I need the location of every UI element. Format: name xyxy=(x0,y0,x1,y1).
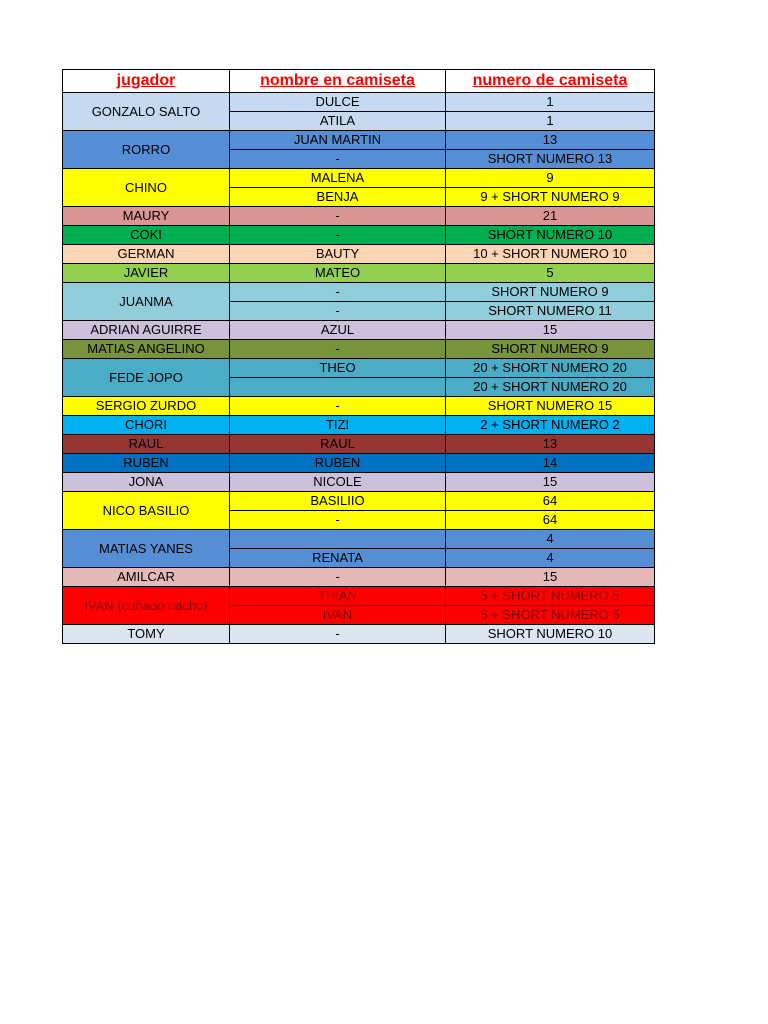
shirt-name-cell[interactable]: MATEO xyxy=(230,264,446,283)
shirt-name-cell[interactable] xyxy=(230,378,446,397)
player-cell[interactable]: FEDE JOPO xyxy=(63,359,230,397)
table-row xyxy=(63,359,655,378)
shirt-number-cell[interactable]: 5 + SHORT NUMERO 5 xyxy=(446,587,655,606)
player-cell[interactable]: COKI xyxy=(63,226,230,245)
table-row xyxy=(63,283,655,302)
header-jugador[interactable]: jugador xyxy=(63,70,230,93)
player-cell[interactable]: GONZALO SALTO xyxy=(63,93,230,131)
shirt-name-cell[interactable]: - xyxy=(230,207,446,226)
table-row xyxy=(63,169,655,188)
table-row xyxy=(63,93,655,112)
table-row xyxy=(63,321,655,340)
shirt-name-cell[interactable]: - xyxy=(230,397,446,416)
table-row xyxy=(63,454,655,473)
table-row xyxy=(63,625,655,644)
shirt-name-cell[interactable]: RENATA xyxy=(230,549,446,568)
table-row xyxy=(63,568,655,587)
table-row xyxy=(63,416,655,435)
table-row xyxy=(63,264,655,283)
player-cell[interactable]: TOMY xyxy=(63,625,230,644)
shirt-name-cell[interactable]: - xyxy=(230,625,446,644)
shirt-number-cell[interactable]: 64 xyxy=(446,511,655,530)
player-cell[interactable]: JAVIER xyxy=(63,264,230,283)
shirt-name-cell[interactable]: IVAN xyxy=(230,606,446,625)
shirt-name-cell[interactable]: RAUL xyxy=(230,435,446,454)
table-row xyxy=(63,245,655,264)
shirt-number-cell[interactable]: 5 xyxy=(446,264,655,283)
shirt-number-cell[interactable]: SHORT NUMERO 10 xyxy=(446,625,655,644)
shirt-number-cell[interactable]: 21 xyxy=(446,207,655,226)
player-cell[interactable]: CHORI xyxy=(63,416,230,435)
shirt-name-cell[interactable]: - xyxy=(230,283,446,302)
table-row xyxy=(63,435,655,454)
shirt-number-cell[interactable]: 13 xyxy=(446,435,655,454)
player-cell[interactable]: JUANMA xyxy=(63,283,230,321)
player-cell[interactable]: MATIAS ANGELINO xyxy=(63,340,230,359)
shirt-number-cell[interactable]: 15 xyxy=(446,568,655,587)
header-nombre-en-camiseta[interactable]: nombre en camiseta xyxy=(230,70,446,93)
shirt-number-cell[interactable]: 15 xyxy=(446,321,655,340)
shirt-name-cell[interactable]: THEO xyxy=(230,359,446,378)
shirt-name-cell[interactable]: NICOLE xyxy=(230,473,446,492)
shirt-name-cell[interactable]: BAUTY xyxy=(230,245,446,264)
player-cell[interactable]: GERMAN xyxy=(63,245,230,264)
header-row xyxy=(63,70,655,93)
table-row xyxy=(63,226,655,245)
shirt-number-cell[interactable]: 9 xyxy=(446,169,655,188)
table-row xyxy=(63,397,655,416)
shirt-number-cell[interactable]: 1 xyxy=(446,93,655,112)
shirt-name-cell[interactable]: RUBEN xyxy=(230,454,446,473)
table-row xyxy=(63,492,655,511)
shirt-name-cell[interactable]: - xyxy=(230,226,446,245)
shirt-number-cell[interactable]: 4 xyxy=(446,530,655,549)
header-numero-de-camiseta[interactable]: numero de camiseta xyxy=(446,70,655,93)
table-row xyxy=(63,207,655,226)
shirt-number-cell[interactable]: 13 xyxy=(446,131,655,150)
shirt-name-cell[interactable]: - xyxy=(230,511,446,530)
player-cell[interactable]: RAUL xyxy=(63,435,230,454)
shirt-name-cell[interactable] xyxy=(230,530,446,549)
shirt-name-cell[interactable]: - xyxy=(230,150,446,169)
shirt-number-cell[interactable]: 5 + SHORT NUMERO 5 xyxy=(446,606,655,625)
jersey-table xyxy=(62,69,655,644)
player-cell[interactable]: ADRIAN AGUIRRE xyxy=(63,321,230,340)
player-cell[interactable]: RUBEN xyxy=(63,454,230,473)
shirt-number-cell[interactable]: 20 + SHORT NUMERO 20 xyxy=(446,378,655,397)
table-row xyxy=(63,340,655,359)
shirt-number-cell[interactable]: 10 + SHORT NUMERO 10 xyxy=(446,245,655,264)
shirt-name-cell[interactable]: THIAN xyxy=(230,587,446,606)
shirt-name-cell[interactable]: - xyxy=(230,568,446,587)
shirt-number-cell[interactable]: 64 xyxy=(446,492,655,511)
table-row xyxy=(63,131,655,150)
table-body xyxy=(63,93,655,644)
shirt-number-cell[interactable]: 1 xyxy=(446,112,655,131)
shirt-name-cell[interactable]: TIZI xyxy=(230,416,446,435)
table-header xyxy=(63,70,655,93)
table-row xyxy=(63,587,655,606)
shirt-name-cell[interactable]: BASILIIO xyxy=(230,492,446,511)
shirt-name-cell[interactable]: AZUL xyxy=(230,321,446,340)
player-cell[interactable]: AMILCAR xyxy=(63,568,230,587)
shirt-name-cell[interactable]: - xyxy=(230,302,446,321)
shirt-number-cell[interactable]: 2 + SHORT NUMERO 2 xyxy=(446,416,655,435)
shirt-name-cell[interactable]: DULCE xyxy=(230,93,446,112)
shirt-number-cell[interactable]: SHORT NUMERO 10 xyxy=(446,226,655,245)
player-cell[interactable]: RORRO xyxy=(63,131,230,169)
player-cell[interactable]: SERGIO ZURDO xyxy=(63,397,230,416)
table-row xyxy=(63,473,655,492)
player-cell[interactable]: CHINO xyxy=(63,169,230,207)
shirt-name-cell[interactable]: BENJA xyxy=(230,188,446,207)
shirt-name-cell[interactable]: ATILA xyxy=(230,112,446,131)
shirt-name-cell[interactable]: JUAN MARTIN xyxy=(230,131,446,150)
shirt-number-cell[interactable]: SHORT NUMERO 11 xyxy=(446,302,655,321)
shirt-number-cell[interactable]: 20 + SHORT NUMERO 20 xyxy=(446,359,655,378)
shirt-name-cell[interactable]: MALENA xyxy=(230,169,446,188)
shirt-name-cell[interactable]: - xyxy=(230,340,446,359)
shirt-number-cell[interactable]: SHORT NUMERO 9 xyxy=(446,340,655,359)
shirt-number-cell[interactable]: SHORT NUMERO 15 xyxy=(446,397,655,416)
player-cell[interactable]: MAURY xyxy=(63,207,230,226)
player-cell[interactable]: IVAN (cuñado nacho) xyxy=(63,587,230,625)
player-cell[interactable]: MATIAS YANES xyxy=(63,530,230,568)
player-cell[interactable]: JONA xyxy=(63,473,230,492)
shirt-number-cell[interactable]: 14 xyxy=(446,454,655,473)
shirt-number-cell[interactable]: SHORT NUMERO 9 xyxy=(446,283,655,302)
player-cell[interactable]: NICO BASILIO xyxy=(63,492,230,530)
shirt-number-cell[interactable]: SHORT NUMERO 13 xyxy=(446,150,655,169)
shirt-number-cell[interactable]: 4 xyxy=(446,549,655,568)
shirt-number-cell[interactable]: 15 xyxy=(446,473,655,492)
shirt-number-cell[interactable]: 9 + SHORT NUMERO 9 xyxy=(446,188,655,207)
table-row xyxy=(63,530,655,549)
